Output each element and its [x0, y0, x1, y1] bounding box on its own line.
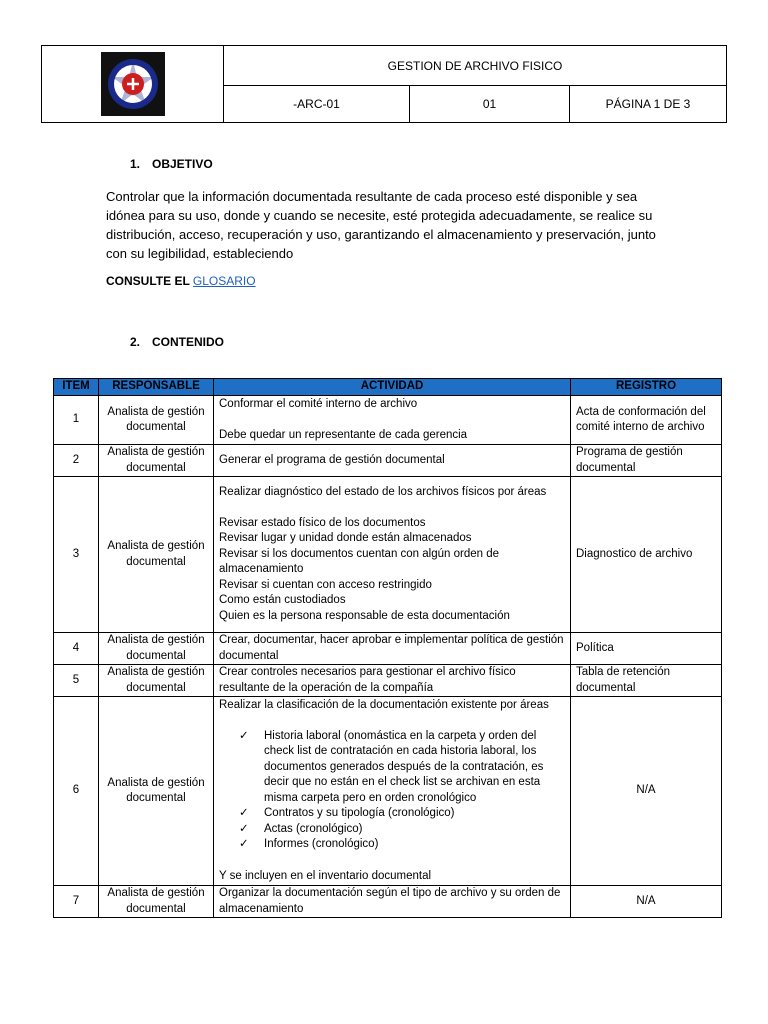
item-number: 7: [54, 886, 99, 918]
actividad-cell: Conformar el comité interno de archivo Debe quedar un representante de cada gerencia: [214, 396, 571, 445]
responsable-cell: Analista de gestión documental: [99, 886, 214, 918]
col-header-registro: REGISTRO: [571, 379, 722, 396]
responsable-cell: Analista de gestión documental: [99, 396, 214, 445]
table-row: [54, 477, 722, 633]
document-code: -ARC-01: [224, 86, 410, 123]
list-item: ✓ Historia laboral (onomástica en la carpeta y orden del check list de contratación en cada historia laboral, los documentos generados después de la contratación, es decir que no están en el check list se archivan en esta misma carpeta pero en orden cronológico: [239, 729, 544, 804]
col-header-item: ITEM: [54, 379, 99, 396]
col-header-actividad: ACTIVIDAD: [214, 379, 571, 396]
objective-paragraph: Controlar que la información documentada resultante de cada proceso esté disponible y sea idónea para su uso, donde y cuando se necesite, esté protegida adecuadamente, se realice su distribución, acceso, recuperación y uso, garantizando el almacenamiento y preservación, junto con su legibilidad, estableciendo: [106, 189, 656, 261]
responsable-cell: Analista de gestión documental: [99, 477, 214, 633]
checkmark-icon: ✓: [239, 822, 249, 835]
document-title: GESTION DE ARCHIVO FISICO: [224, 46, 727, 86]
table-row: [54, 396, 722, 445]
registro-cell: N/A: [571, 886, 722, 918]
company-logo: [101, 52, 165, 116]
list-item: ✓ Actas (cronológico): [239, 822, 565, 838]
seal-icon: [106, 57, 160, 111]
item-number: 3: [54, 477, 99, 633]
table-row: [54, 697, 722, 886]
consult-line: [106, 274, 256, 288]
classification-checklist: [219, 729, 565, 853]
item-number: 4: [54, 633, 99, 665]
list-item: ✓ Contratos y su tipología (cronológico): [239, 806, 565, 822]
actividad-cell: Realizar diagnóstico del estado de los archivos físicos por áreas Revisar estado físico de los documentos Revisar lugar y unidad donde están almacenados Revisar si los documentos cuentan con algún orden de almacenamiento Revisar si cuentan con acceso restringido Como están custodiados Quien es la persona responsable de esta documentación: [214, 477, 571, 633]
section-contenido-heading: 2. CONTENIDO: [130, 335, 224, 349]
item-number: 5: [54, 665, 99, 697]
responsable-cell: Analista de gestión documental: [99, 665, 214, 697]
consult-prefix: CONSULTE EL: [106, 274, 190, 288]
item-number: 1: [54, 396, 99, 445]
registro-cell: Tabla de retención documental: [571, 665, 722, 697]
table-row: [54, 445, 722, 477]
registro-cell: N/A: [571, 697, 722, 886]
table-row: [54, 665, 722, 697]
responsable-cell: Analista de gestión documental: [99, 633, 214, 665]
item-number: 2: [54, 445, 99, 477]
checkmark-icon: ✓: [239, 807, 249, 819]
actividad-cell: Crear, documentar, hacer aprobar e implementar política de gestión documental: [214, 633, 571, 665]
col-header-responsable: RESPONSABLE: [99, 379, 214, 396]
checkmark-icon: ✓: [239, 729, 249, 742]
registro-cell: Diagnostico de archivo: [571, 477, 722, 633]
logo-cell: [42, 46, 224, 123]
registro-cell: Política: [571, 633, 722, 665]
checkmark-icon: ✓: [239, 838, 249, 850]
registro-cell: Programa de gestión documental: [571, 445, 722, 477]
section-objetivo-heading: 1. OBJETIVO: [130, 157, 213, 171]
table-row: [54, 633, 722, 665]
list-item: ✓ Informes (cronológico): [239, 837, 565, 853]
actividad-cell: Generar el programa de gestión documental: [214, 445, 571, 477]
glossary-link[interactable]: GLOSARIO: [192, 274, 256, 288]
table-row: [54, 886, 722, 918]
item-number: 6: [54, 697, 99, 886]
responsable-cell: Analista de gestión documental: [99, 697, 214, 886]
actividad-cell: Realizar la clasificación de la documentación existente por áreas ✓ Historia laboral (onomástica en la carpeta y orden del check list de contratación en cada historia laboral, los documentos generados después de la contratación, es decir que no están en el check list se archivan en esta misma carpeta pero en orden cronológico ✓ Contratos y su tipología (cronológico) ✓ Actas (cronológico) ✓ Informes (cronológico) Y se incluyen en el inventario documental: [214, 697, 571, 886]
actividad-cell: Crear controles necesarios para gestionar el archivo físico resultante de la operación de la compañía: [214, 665, 571, 697]
page-number: PÁGINA 1 DE 3: [570, 86, 727, 123]
responsable-cell: Analista de gestión documental: [99, 445, 214, 477]
activities-table: [53, 378, 722, 918]
table-header-row: [54, 379, 722, 396]
document-version: 01: [410, 86, 570, 123]
document-header: [41, 45, 727, 123]
registro-cell: Acta de conformación del comité interno de archivo: [571, 396, 722, 445]
actividad-cell: Organizar la documentación según el tipo de archivo y su orden de almacenamiento: [214, 886, 571, 918]
